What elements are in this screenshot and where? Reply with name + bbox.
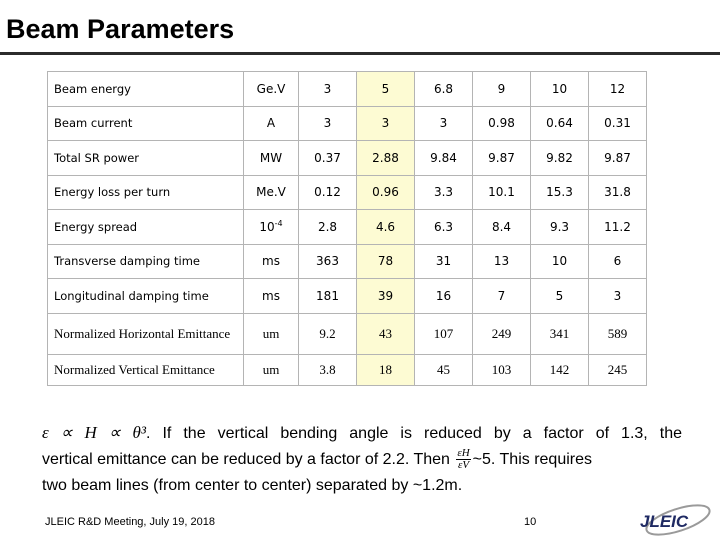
value-cell: 3.3 xyxy=(415,175,473,210)
value-cell: 5 xyxy=(357,72,415,107)
footer-event: JLEIC R&D Meeting, July 19, 2018 xyxy=(45,516,215,528)
note-line-2: vertical emittance can be reduced by a factor of 2.2. Then $\frac{\varepsilon H}{\varepsilon V}$ ~5. This requires xyxy=(42,447,592,472)
value-cell: 142 xyxy=(531,354,589,385)
value-cell: 2.8 xyxy=(299,210,357,245)
value-cell: 363 xyxy=(299,244,357,279)
unit-cell: um xyxy=(244,313,299,354)
value-cell: 181 xyxy=(299,279,357,314)
page-title: Beam Parameters xyxy=(6,14,235,44)
table-row xyxy=(48,141,647,176)
value-cell: 0.98 xyxy=(473,106,531,141)
value-cell: 3 xyxy=(299,72,357,107)
value-cell: 13 xyxy=(473,244,531,279)
value-cell: 18 xyxy=(357,354,415,385)
value-cell: 9.87 xyxy=(473,141,531,176)
value-cell: 10.1 xyxy=(473,175,531,210)
row-label: Beam energy xyxy=(48,72,244,107)
value-cell: 31.8 xyxy=(589,175,647,210)
value-cell: 2.88 xyxy=(357,141,415,176)
value-cell: 10 xyxy=(531,72,589,107)
value-cell: 341 xyxy=(531,313,589,354)
value-cell: 31 xyxy=(415,244,473,279)
unit-cell: ms xyxy=(244,244,299,279)
note-line-1: ε ∝ H ∝ θ³. If the vertical bending angle is reduced by a factor of 1.3, the xyxy=(42,423,682,442)
value-cell: 43 xyxy=(357,313,415,354)
value-cell: 9.82 xyxy=(531,141,589,176)
value-cell: 107 xyxy=(415,313,473,354)
row-label: Beam current xyxy=(48,106,244,141)
value-cell: 12 xyxy=(589,72,647,107)
value-cell: 15.3 xyxy=(531,175,589,210)
table-row xyxy=(48,313,647,354)
value-cell: 3 xyxy=(357,106,415,141)
row-label: Total SR power xyxy=(48,141,244,176)
table-row xyxy=(48,354,647,385)
row-label: Transverse damping time xyxy=(48,244,244,279)
value-cell: 0.64 xyxy=(531,106,589,141)
value-cell: 5 xyxy=(531,279,589,314)
value-cell: 6.8 xyxy=(415,72,473,107)
value-cell: 3 xyxy=(299,106,357,141)
unit-cell: $10^{-4}$ xyxy=(244,210,299,245)
note-line-3: two beam lines (from center to center) separated by ~1.2m. xyxy=(42,477,463,494)
value-cell: 0.31 xyxy=(589,106,647,141)
table-row xyxy=(48,244,647,279)
value-cell: 0.37 xyxy=(299,141,357,176)
row-label: Longitudinal damping time xyxy=(48,279,244,314)
unit-cell: A xyxy=(244,106,299,141)
value-cell: 45 xyxy=(415,354,473,385)
value-cell: 0.96 xyxy=(357,175,415,210)
unit-cell: Ge.V xyxy=(244,72,299,107)
page-number: 10 xyxy=(524,516,537,528)
value-cell: 589 xyxy=(589,313,647,354)
unit-cell: ms xyxy=(244,279,299,314)
value-cell: 10 xyxy=(531,244,589,279)
emittance-note xyxy=(42,420,682,499)
value-cell: 3 xyxy=(589,279,647,314)
row-label: Normalized Vertical Emittance xyxy=(48,354,244,385)
value-cell: 7 xyxy=(473,279,531,314)
unit-cell: um xyxy=(244,354,299,385)
jleic-logo xyxy=(636,500,714,536)
value-cell: 16 xyxy=(415,279,473,314)
value-cell: 6 xyxy=(589,244,647,279)
emittance-ratio: $\frac{\varepsilon H}{\varepsilon V}$ xyxy=(457,447,470,472)
value-cell: 39 xyxy=(357,279,415,314)
table-row xyxy=(48,210,647,245)
table-row xyxy=(48,106,647,141)
value-cell: 8.4 xyxy=(473,210,531,245)
table-row xyxy=(48,279,647,314)
row-label: Energy spread xyxy=(48,210,244,245)
unit-cell: Me.V xyxy=(244,175,299,210)
value-cell: 6.3 xyxy=(415,210,473,245)
value-cell: 11.2 xyxy=(589,210,647,245)
row-label: Normalized Horizontal Emittance xyxy=(48,313,244,354)
row-label: Energy loss per turn xyxy=(48,175,244,210)
unit-cell: MW xyxy=(244,141,299,176)
value-cell: 4.6 xyxy=(357,210,415,245)
table-row xyxy=(48,72,647,107)
value-cell: 249 xyxy=(473,313,531,354)
value-cell: 245 xyxy=(589,354,647,385)
value-cell: 78 xyxy=(357,244,415,279)
svg-text:JLEIC: JLEIC xyxy=(640,512,689,531)
beam-parameters-table xyxy=(47,71,647,386)
emittance-formula: ε ∝ H ∝ θ³ xyxy=(42,423,146,442)
value-cell: 103 xyxy=(473,354,531,385)
table-row xyxy=(48,175,647,210)
value-cell: 3 xyxy=(415,106,473,141)
value-cell: 0.12 xyxy=(299,175,357,210)
value-cell: 9.87 xyxy=(589,141,647,176)
value-cell: 9.84 xyxy=(415,141,473,176)
value-cell: 9.3 xyxy=(531,210,589,245)
value-cell: 3.8 xyxy=(299,354,357,385)
title-divider xyxy=(0,52,720,55)
value-cell: 9.2 xyxy=(299,313,357,354)
value-cell: 9 xyxy=(473,72,531,107)
